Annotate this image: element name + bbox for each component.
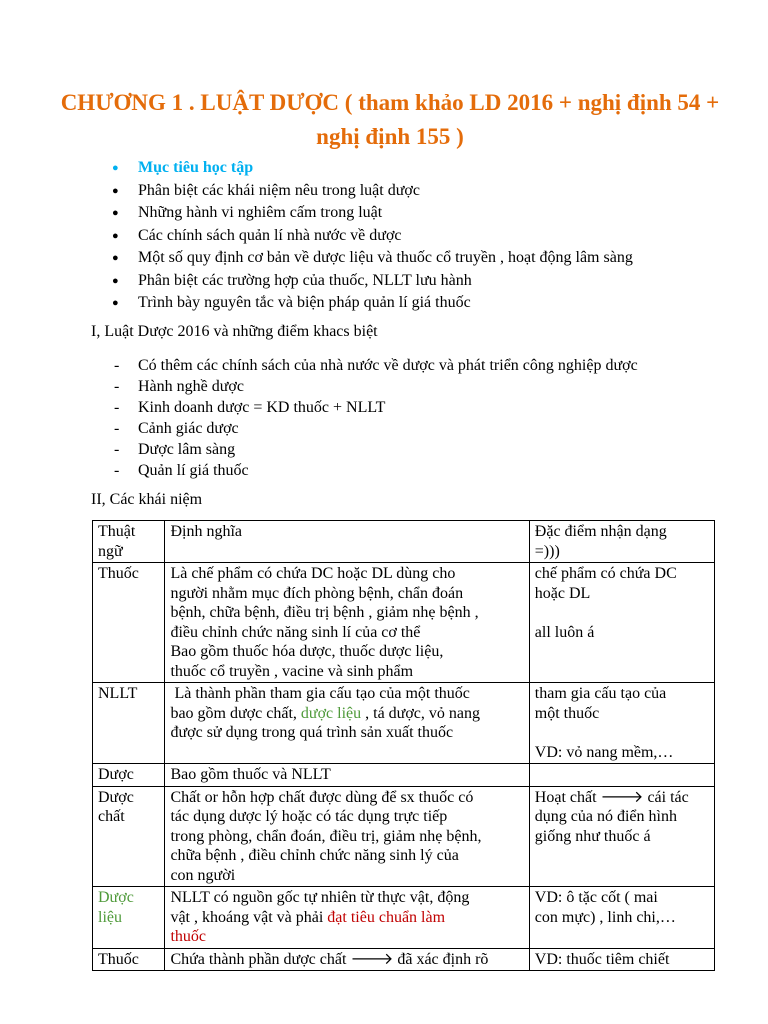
bullet-icon: ● — [112, 162, 119, 174]
arrow-right-icon: 🡒 — [350, 950, 394, 968]
objectives-list — [112, 157, 633, 315]
dash-icon: - — [114, 357, 120, 374]
feature-cell: VD: ô tặc cốt ( mai con mực) , linh chi,… — [529, 887, 714, 949]
list-item: ● Phân biệt các khái niệm nêu trong luật dược — [112, 180, 633, 203]
feature-cell: chế phẩm có chứa DC hoặc DL all luôn á — [529, 563, 714, 683]
list-item: ● Trình bày nguyên tắc và biện pháp quản lí giá thuốc — [112, 292, 633, 315]
bullet-icon: ● — [112, 229, 119, 242]
definition-cell: Chất or hỗn hợp chất được dùng để sx thuốc có tác dụng dược lý hoặc có tác dụng trực tiếp trong phòng, chẩn đoán, điều trị, giảm nhẹ bệnh, chữa bệnh , điều chỉnh chức năng sinh lý của con người — [165, 786, 529, 887]
feature-cell — [529, 764, 714, 787]
term-cell: Dược liệu — [93, 887, 165, 949]
bullet-icon: ● — [112, 297, 119, 309]
definition-cell: Chứa thành phần dược chất 🡒 đã xác định rõ — [165, 948, 529, 971]
list-item: - Hành nghề dược — [114, 378, 244, 395]
list-item: - Dược lâm sàng — [114, 441, 236, 458]
objectives-heading: ● Mục tiêu học tập — [112, 157, 633, 180]
feature-cell: Hoạt chất 🡒 cái tác dụng của nó điển hình giống như thuốc á — [529, 786, 714, 887]
table-row — [93, 683, 715, 764]
definitions-table — [92, 520, 715, 971]
list-item: ● Những hành vi nghiêm cấm trong luật — [112, 202, 633, 225]
list-item: - Quản lí giá thuốc — [114, 462, 249, 479]
feature-cell: tham gia cấu tạo của một thuốc VD: vỏ nang mềm,… — [529, 683, 714, 764]
term-cell: Thuốc — [93, 948, 165, 971]
table-row — [93, 948, 715, 971]
section-2-heading: II, Các khái niệm — [91, 491, 203, 508]
definition-cell: Bao gồm thuốc và NLLT — [165, 764, 529, 787]
term-cell: NLLT — [93, 683, 165, 764]
table-row — [93, 764, 715, 787]
dash-icon: - — [114, 441, 120, 458]
highlight-text: dược liệu — [300, 704, 362, 722]
dash-icon: - — [114, 399, 120, 416]
list-item: - Kinh doanh dược = KD thuốc + NLLT — [114, 399, 386, 416]
definition-cell: Là thành phần tham gia cấu tạo của một thuốc bao gồm dược chất, dược liệu , tá dược, vỏ nang được sử dụng trong quá trình sản xuất thuốc — [165, 683, 529, 764]
table-row — [93, 887, 715, 949]
section-1-heading: I, Luật Dược 2016 và những điểm khacs biệt — [91, 323, 378, 340]
header-feature: Đặc điểm nhận dạng =))) — [529, 521, 714, 563]
term-cell: Dược chất — [93, 786, 165, 887]
bullet-icon: ● — [112, 207, 119, 219]
section-1-list — [114, 355, 638, 481]
dash-icon: - — [114, 420, 120, 437]
definition-cell: Là chế phẩm có chứa DC hoặc DL dùng cho người nhằm mục đích phòng bệnh, chẩn đoán bệnh, chữa bệnh, điều trị bệnh , giảm nhẹ bệnh , điều chỉnh chức năng sinh lí của cơ thể Bao gồm thuốc hóa dược, thuốc dược liệu, thuốc cổ truyền , vacine và sinh phẩm — [165, 563, 529, 683]
definition-cell: NLLT có nguồn gốc tự nhiên từ thực vật, động vật , khoáng vật và phải đạt tiêu chuẩn làm thuốc — [165, 887, 529, 949]
chapter-title: CHƯƠNG 1 . LUẬT DƯỢC ( tham khảo LD 2016 + nghị định 54 + nghị định 155 ) — [60, 90, 720, 149]
bullet-icon: ● — [112, 252, 119, 264]
list-item: - Có thêm các chính sách của nhà nước về dược và phát triển công nghiệp dược — [114, 357, 638, 374]
header-definition: Định nghĩa — [165, 521, 529, 563]
list-item: ● Một số quy định cơ bản về dược liệu và thuốc cổ truyền , hoạt động lâm sàng — [112, 247, 633, 270]
table-header-row — [93, 521, 715, 563]
dash-icon: - — [114, 378, 120, 395]
header-term: Thuật ngữ — [93, 521, 165, 563]
bullet-icon: ● — [112, 184, 119, 197]
term-cell: Thuốc — [93, 563, 165, 683]
bullet-icon: ● — [112, 274, 119, 287]
feature-cell: VD: thuốc tiêm chiết — [529, 948, 714, 971]
list-item: - Cảnh giác dược — [114, 420, 239, 437]
table-row — [93, 563, 715, 683]
dash-icon: - — [114, 462, 120, 479]
list-item: ● Phân biệt các trường hợp của thuốc, NLLT lưu hành — [112, 270, 633, 293]
term-cell: Dược — [93, 764, 165, 787]
arrow-right-icon: 🡒 — [600, 788, 644, 806]
highlight-text: đạt tiêu chuẩn làm — [327, 908, 446, 926]
list-item: ● Các chính sách quản lí nhà nước về dược — [112, 225, 633, 248]
table-row — [93, 786, 715, 887]
